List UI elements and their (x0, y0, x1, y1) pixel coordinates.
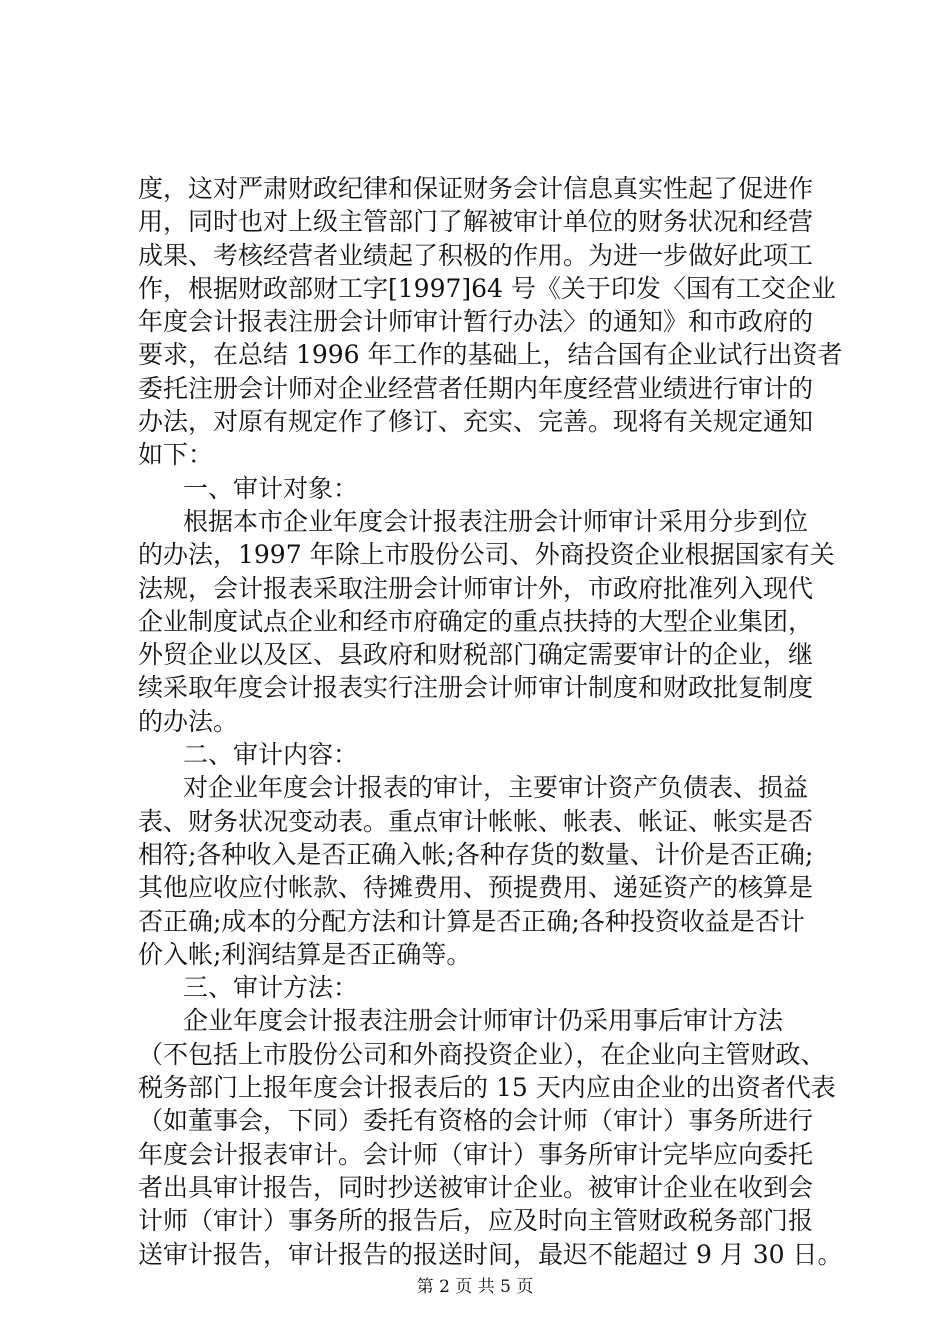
text-line: 计师（审计）事务所的报告后，应及时向主管财政税务部门报 (138, 1206, 814, 1236)
document-body (138, 172, 843, 1271)
text-line: 的办法。 (138, 706, 239, 736)
text-line: 续采取年度会计报表实行注册会计师审计制度和财政批复制度 (138, 673, 814, 703)
section-heading: 二、审计内容： (183, 740, 359, 770)
text-line: 年度会计报表审计。会计师（审计）事务所审计完毕应向委托 (138, 1139, 814, 1169)
text-line: 度，这对严肃财政纪律和保证财务会计信息真实性起了促进作 (138, 174, 814, 203)
text-line: 要求，在总结 1996 年工作的基础上，结合国有企业试行出资者 (138, 340, 843, 370)
page-indicator: 第 2 页 共 5 页 (416, 1277, 534, 1297)
section-heading: 三、审计方法： (183, 973, 359, 1003)
text-line: 税务部门上报年度会计报表后的 15 天内应由企业的出资者代表 (138, 1073, 836, 1103)
text-line: 成果、考核经营者业绩起了积极的作用。为进一步做好此项工 (138, 240, 814, 270)
text-line: 否正确;成本的分配方法和计算是否正确;各种投资收益是否计 (138, 906, 805, 936)
text-line: 年度会计报表注册会计师审计暂行办法〉的通知》和市政府的 (138, 307, 814, 337)
text-line: 表、财务状况变动表。重点审计帐帐、帐表、帐证、帐实是否 (138, 806, 814, 836)
text-line: 用，同时也对上级主管部门了解被审计单位的财务状况和经营 (138, 207, 814, 237)
text-line: （如董事会，下同）委托有资格的会计师（审计）事务所进行 (138, 1106, 814, 1136)
text-line: 办法，对原有规定作了修订、充实、完善。现将有关规定通知 (138, 407, 814, 437)
text-line: 的办法，1997 年除上市股份公司、外商投资企业根据国家有关 (138, 540, 835, 570)
text-line: 相符;各种收入是否正确入帐;各种存货的数量、计价是否正确; (138, 839, 814, 869)
text-line: 企业制度试点企业和经市府确定的重点扶持的大型企业集团， (138, 606, 814, 636)
text-line: 根据本市企业年度会计报表注册会计师审计采用分步到位 (183, 506, 809, 536)
text-line: （不包括上市股份公司和外商投资企业），在企业向主管财政、 (138, 1039, 826, 1069)
text-line: 委托注册会计师对企业经营者任期内年度经营业绩进行审计的 (138, 373, 814, 403)
text-line: 者出具审计报告，同时抄送被审计企业。被审计企业在收到会 (138, 1172, 814, 1202)
text-line: 外贸企业以及区、县政府和财税部门确定需要审计的企业，继 (138, 640, 814, 670)
text-line: 如下： (138, 440, 214, 470)
text-line: 价入帐;利润结算是否正确等。 (138, 939, 472, 969)
text-line: 法规，会计报表采取注册会计师审计外，市政府批准列入现代 (138, 573, 814, 603)
text-line: 作，根据财政部财工字[1997]64 号《关于印发〈国有工交企业 (138, 273, 836, 303)
text-line: 其他应收应付帐款、待摊费用、预提费用、递延资产的核算是 (138, 873, 814, 903)
text-line: 送审计报告，审计报告的报送时间，最迟不能超过 9 月 30 日。 (138, 1239, 843, 1269)
text-line: 对企业年度会计报表的审计，主要审计资产负债表、损益 (183, 773, 809, 803)
text-line: 企业年度会计报表注册会计师审计仍采用事后审计方法 (183, 1006, 784, 1036)
section-heading: 一、审计对象： (183, 473, 359, 503)
